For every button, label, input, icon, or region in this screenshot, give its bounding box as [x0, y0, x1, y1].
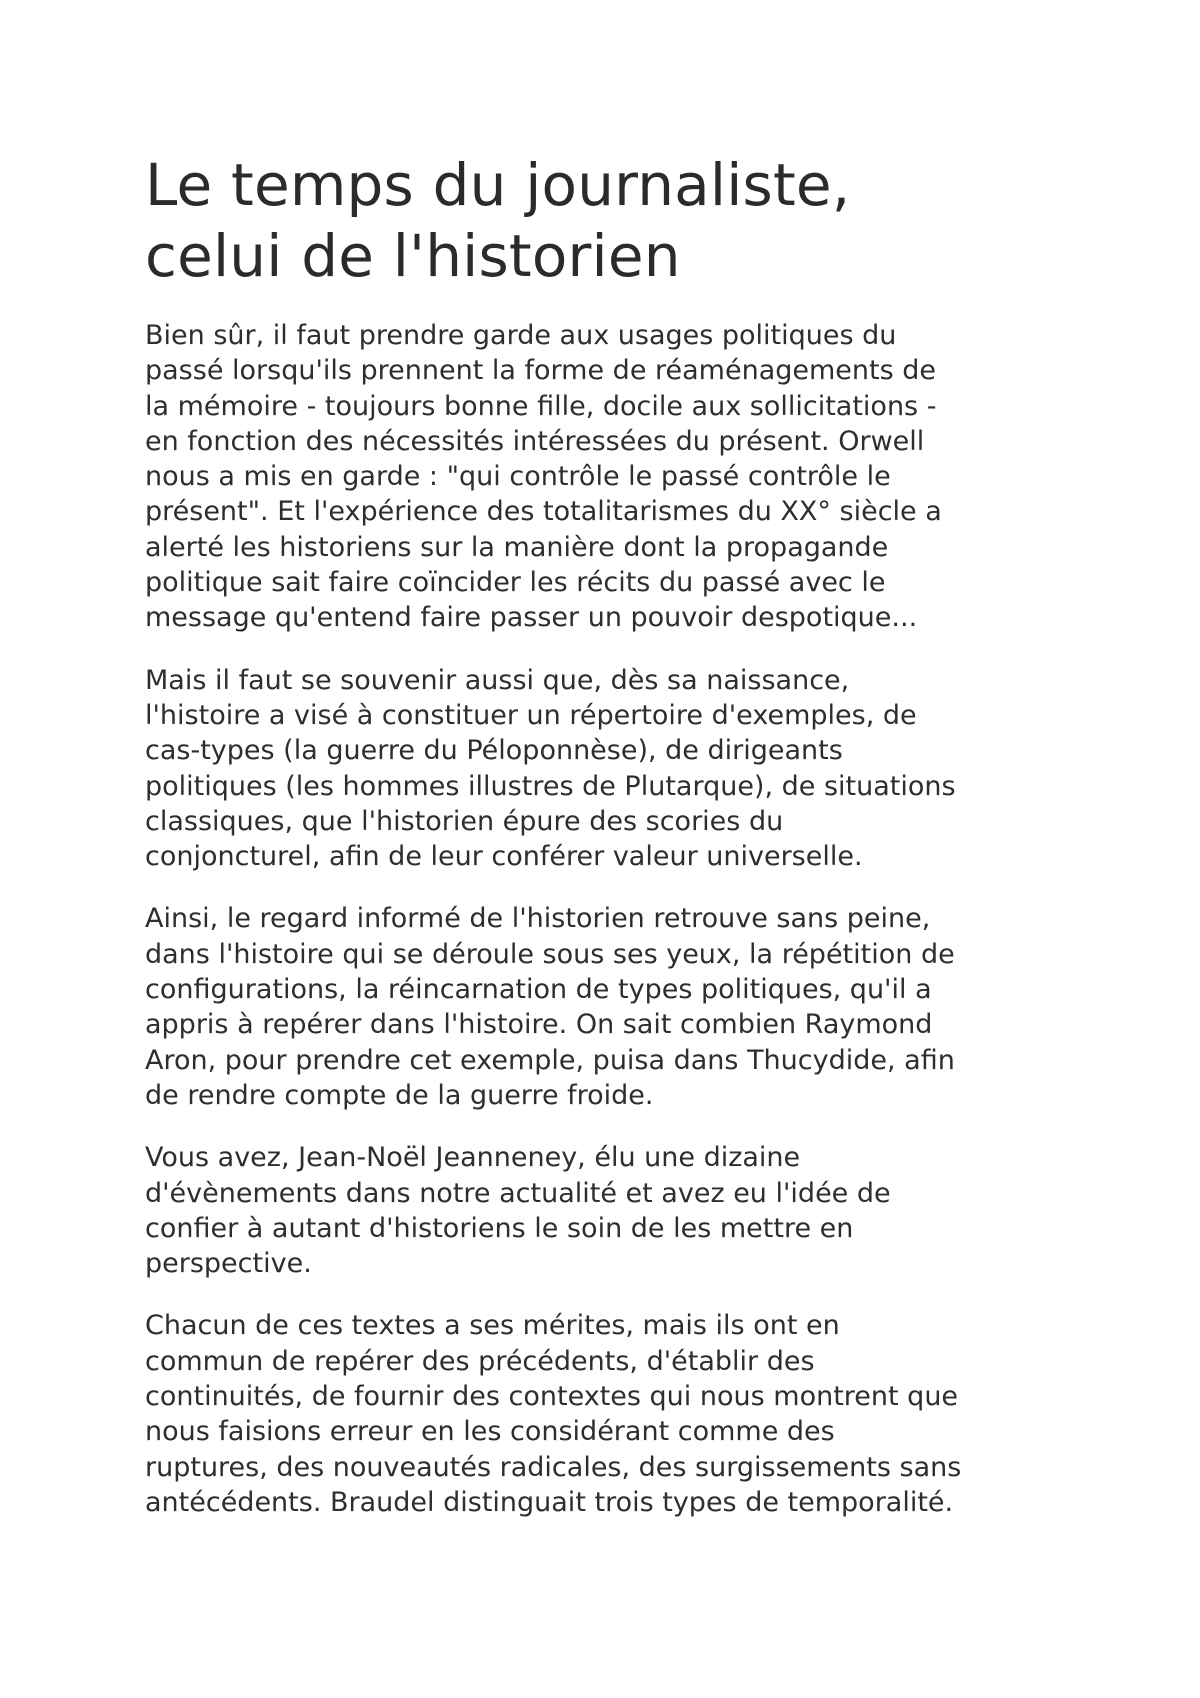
text-line: en fonction des nécessités intéressées du présent. Orwell	[145, 425, 925, 457]
document-title	[145, 150, 1085, 292]
text-line: Mais il faut se souvenir aussi que, dès sa naissance,	[145, 664, 850, 696]
text-line: alerté les historiens sur la manière dont la propagande	[145, 531, 889, 563]
text-line: confier à autant d'historiens le soin de les mettre en	[145, 1212, 854, 1244]
text-line: d'évènements dans notre actualité et avez eu l'idée de	[145, 1177, 891, 1209]
document-body	[145, 318, 1085, 1520]
text-line: Aron, pour prendre cet exemple, puisa dans Thucydide, afin	[145, 1044, 955, 1076]
text-line: de rendre compte de la guerre froide.	[145, 1079, 654, 1111]
text-line: Chacun de ces textes a ses mérites, mais ils ont en	[145, 1310, 840, 1342]
text-line: présent". Et l'expérience des totalitarismes du XX° siècle a	[145, 496, 942, 528]
text-line: politiques (les hommes illustres de Plutarque), de situations	[145, 770, 956, 802]
text-line: perspective.	[145, 1248, 312, 1280]
text-line: dans l'histoire qui se déroule sous ses yeux, la répétition de	[145, 938, 955, 970]
paragraph-1	[145, 318, 1085, 636]
text-line: antécédents. Braudel distinguait trois types de temporalité.	[145, 1486, 954, 1518]
text-line: classiques, que l'historien épure des scories du	[145, 805, 784, 837]
text-line: politique sait faire coïncider les récits du passé avec le	[145, 567, 886, 599]
title-line: celui de l'historien	[145, 222, 681, 290]
text-line: message qu'entend faire passer un pouvoir despotique...	[145, 602, 918, 634]
document-page	[145, 150, 1085, 1547]
title-line: Le temps du journaliste,	[145, 151, 851, 219]
text-line: configurations, la réincarnation de types politiques, qu'il a	[145, 974, 932, 1006]
text-line: commun de repérer des précédents, d'établir des	[145, 1345, 815, 1377]
paragraph-3	[145, 901, 1085, 1113]
paragraph-5	[145, 1308, 1085, 1520]
text-line: Bien sûr, il faut prendre garde aux usages politiques du	[145, 320, 897, 351]
text-line: Vous avez, Jean-Noël Jeanneney, élu une dizaine	[145, 1142, 801, 1174]
text-line: ruptures, des nouveautés radicales, des surgissements sans	[145, 1451, 962, 1483]
text-line: l'histoire a visé à constituer un répertoire d'exemples, de	[145, 699, 917, 731]
paragraph-4	[145, 1140, 1085, 1281]
text-line: nous a mis en garde : "qui contrôle le passé contrôle le	[145, 461, 891, 493]
text-line: continuités, de fournir des contextes qui nous montrent que	[145, 1381, 959, 1413]
text-line: conjoncturel, afin de leur conférer valeur universelle.	[145, 841, 863, 873]
text-line: Ainsi, le regard informé de l'historien retrouve sans peine,	[145, 903, 931, 935]
text-line: cas-types (la guerre du Péloponnèse), de dirigeants	[145, 735, 843, 767]
text-line: nous faisions erreur en les considérant comme des	[145, 1416, 835, 1448]
text-line: la mémoire - toujours bonne fille, docile aux sollicitations -	[145, 390, 937, 422]
text-line: passé lorsqu'ils prennent la forme de réaménagements de	[145, 355, 937, 387]
text-line: appris à repérer dans l'histoire. On sait combien Raymond	[145, 1009, 933, 1041]
paragraph-2	[145, 663, 1085, 875]
